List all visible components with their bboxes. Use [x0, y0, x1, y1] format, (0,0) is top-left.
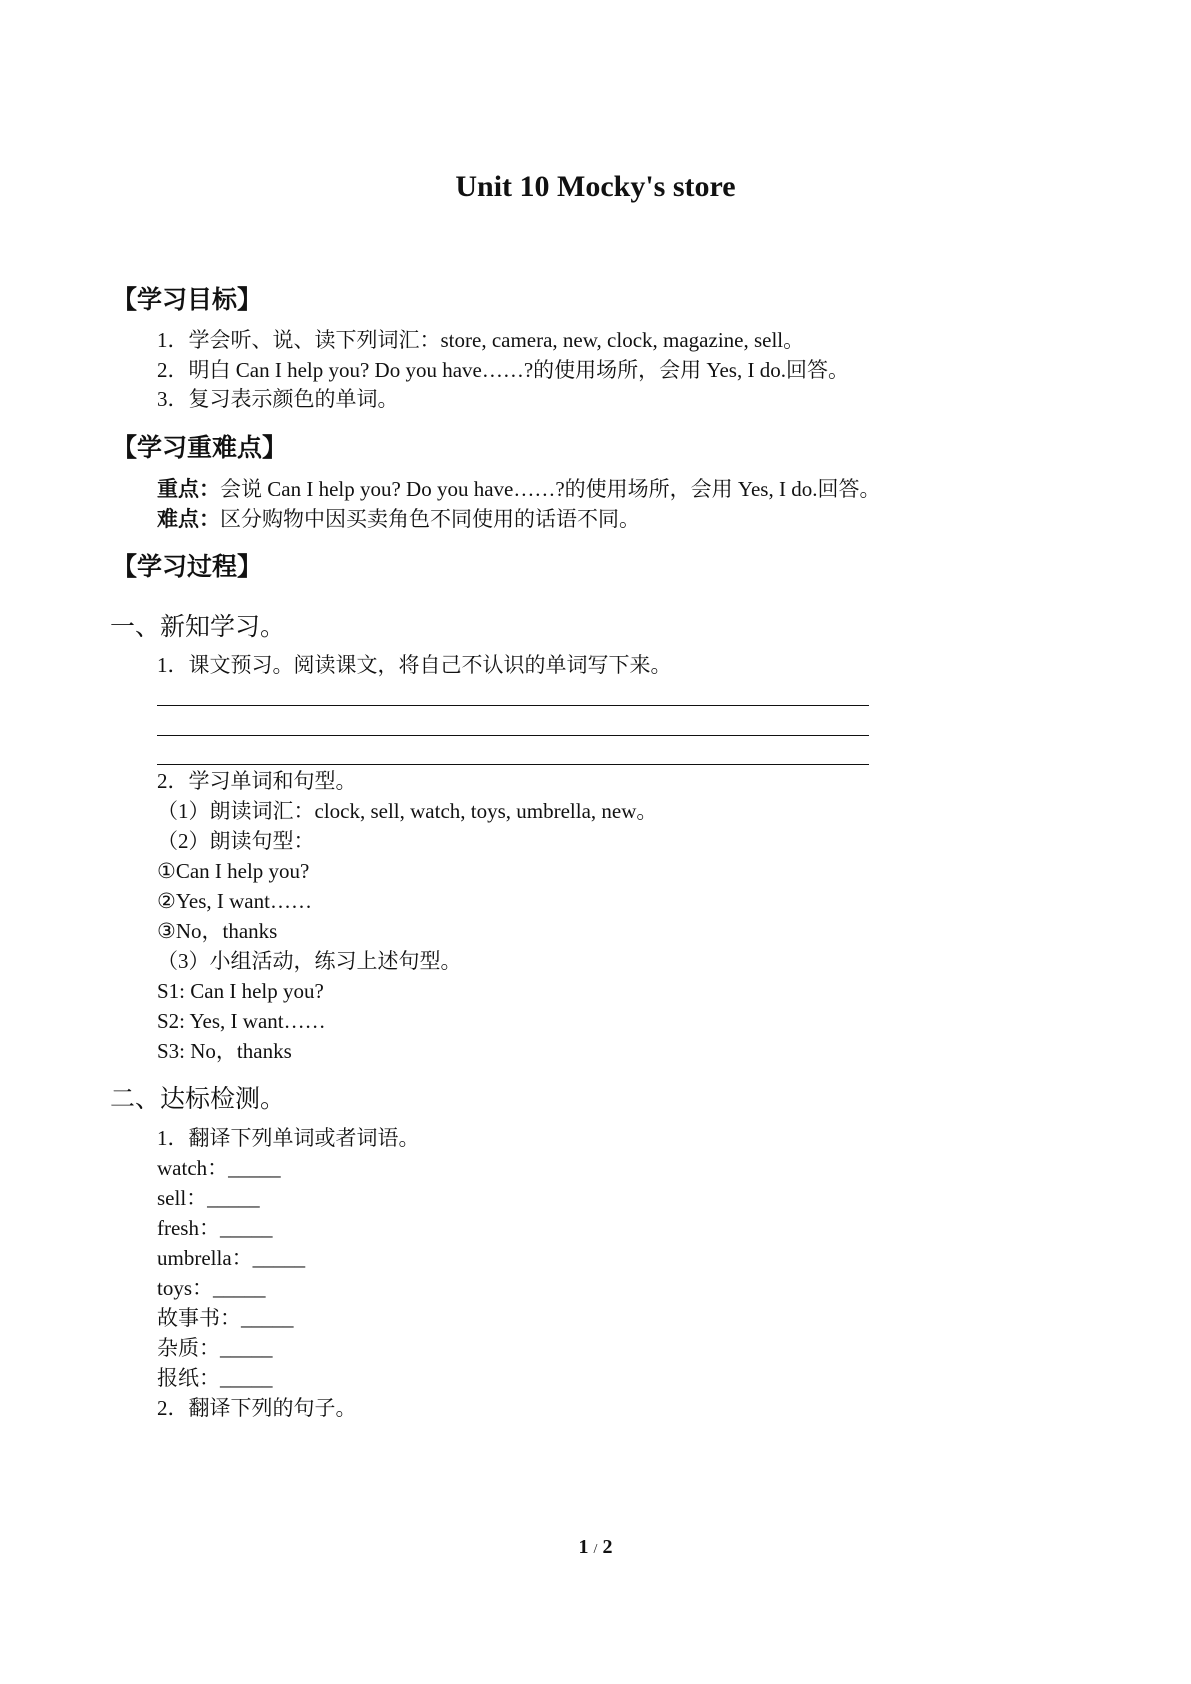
- keypoints-heading: 【学习重难点】: [112, 433, 288, 462]
- word-row: [157, 1335, 273, 1361]
- answer-blank[interactable]: _____: [220, 1366, 273, 1390]
- word-label: 报纸：: [157, 1366, 220, 1390]
- sentence-1: ①Can I help you?: [157, 859, 310, 883]
- goals-heading: 【学习目标】: [112, 285, 263, 314]
- section2-item-2: 2．翻译下列的句子。: [157, 1396, 357, 1420]
- word-label: watch：: [157, 1156, 229, 1180]
- goal-item-3: 3．复习表示颜色的单词。: [157, 387, 399, 411]
- word-row: [157, 1155, 281, 1181]
- sentence-3: ③No，thanks: [157, 919, 278, 943]
- answer-blank[interactable]: _____: [213, 1276, 266, 1300]
- focus-label: 重点：: [157, 477, 220, 501]
- section1-item-2: 2．学习单词和句型。: [157, 769, 357, 793]
- writing-line-1[interactable]: [157, 705, 869, 706]
- word-row: [157, 1305, 294, 1331]
- word-label: toys：: [157, 1276, 214, 1300]
- goal-item-1: 1．学会听、说、读下列词汇：store, camera, new, clock, magazine, sell。: [157, 328, 805, 352]
- answer-blank[interactable]: _____: [220, 1336, 273, 1360]
- word-row: [157, 1185, 260, 1211]
- writing-line-2[interactable]: [157, 735, 869, 736]
- sentence-2: ②Yes, I want……: [157, 889, 312, 913]
- word-row: [157, 1215, 272, 1241]
- dialog-line-3: S3: No，thanks: [157, 1039, 292, 1063]
- total-pages: 2: [602, 1536, 613, 1558]
- word-row: [157, 1275, 266, 1301]
- difficulty-text: 区分购物中因买卖角色不同使用的话语不同。: [220, 507, 640, 531]
- dialog-line-1: S1: Can I help you?: [157, 979, 324, 1003]
- page-title: Unit 10 Mocky's store: [455, 170, 736, 203]
- focus-line: [157, 476, 880, 502]
- section1-heading: 一、新知学习。: [110, 612, 286, 641]
- page-number: [0, 1536, 1191, 1559]
- answer-blank[interactable]: _____: [228, 1156, 281, 1180]
- section2-item-1: 1．翻译下列单词或者词语。: [157, 1126, 420, 1150]
- word-label: umbrella：: [157, 1246, 253, 1270]
- section1-sub-2: （2）朗读句型：: [157, 829, 315, 853]
- section1-sub-3: （3）小组活动，练习上述句型。: [157, 949, 462, 973]
- word-label: fresh：: [157, 1216, 220, 1240]
- goal-item-2: 2．明白 Can I help you? Do you have……?的使用场所，会用 Yes, I do.回答。: [157, 358, 849, 382]
- section1-item-1: 1．课文预习。阅读课文，将自己不认识的单词写下来。: [157, 653, 672, 677]
- answer-blank[interactable]: _____: [241, 1306, 294, 1330]
- word-label: 故事书：: [157, 1306, 241, 1330]
- word-label: sell：: [157, 1186, 208, 1210]
- writing-line-3[interactable]: [157, 764, 869, 765]
- dialog-line-2: S2: Yes, I want……: [157, 1009, 326, 1033]
- current-page: 1: [578, 1536, 589, 1558]
- difficulty-line: [157, 506, 640, 532]
- word-row: [157, 1245, 305, 1271]
- word-row: [157, 1365, 273, 1391]
- page-separator: /: [593, 1542, 598, 1557]
- section1-sub-1: （1）朗读词汇：clock, sell, watch, toys, umbrella, new。: [157, 799, 658, 823]
- word-label: 杂质：: [157, 1336, 220, 1360]
- answer-blank[interactable]: _____: [207, 1186, 260, 1210]
- section2-heading: 二、达标检测。: [110, 1084, 286, 1113]
- process-heading: 【学习过程】: [112, 552, 263, 581]
- answer-blank[interactable]: _____: [219, 1216, 273, 1240]
- difficulty-label: 难点：: [157, 507, 220, 531]
- focus-text: 会说 Can I help you? Do you have……?的使用场所，会用 Yes, I do.回答。: [220, 477, 881, 501]
- answer-blank[interactable]: _____: [252, 1246, 306, 1270]
